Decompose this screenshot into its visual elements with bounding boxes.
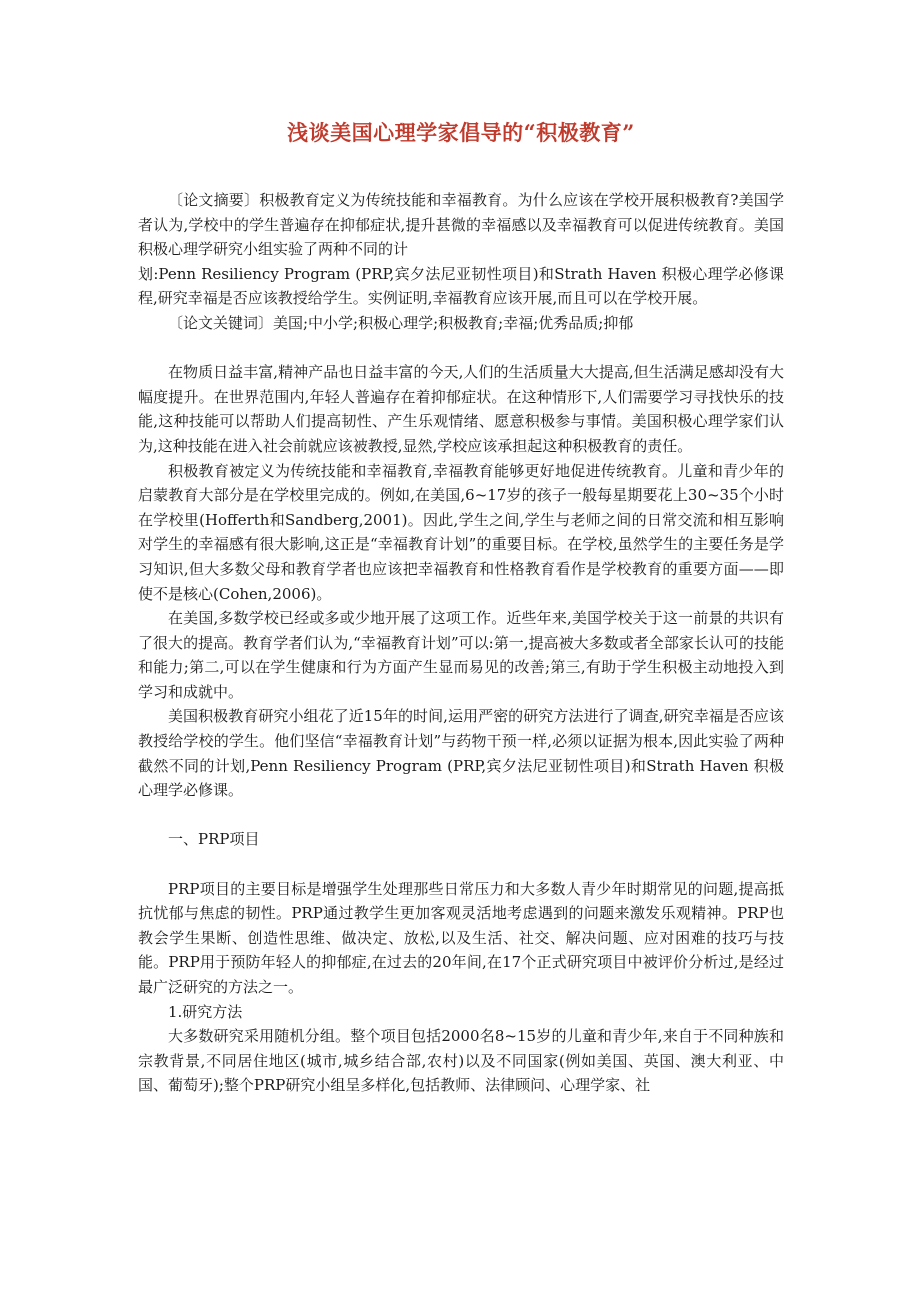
subsection-heading: 1.研究方法 [168,1002,243,1021]
document-title: 浅谈美国心理学家倡导的“积极教育” [287,120,635,145]
body-paragraph-3: 在美国,多数学校已经或多或少地开展了这项工作。近些年来,美国学校关于这一前景的共识有了很大的提高。教育学者们认为,“幸福教育计划”可以:第一,提高被大多数或者全部家长认可的技能和能力;第二,可以在学生健康和行为方面产生显而易见的改善;第三,有助于学生积极主动地投入到学习和成就中。 [138,609,784,701]
body-paragraph-1: 在物质日益丰富,精神产品也日益丰富的今天,人们的生活质量大大提高,但生活满足感却没有大幅度提升。在世界范围内,年轻人普遍存在着抑郁症状。在这种情形下,人们需要学习寻找快乐的技能,这种技能可以帮助人们提高韧性、产生乐观情绪、愿意积极参与事情。美国积极心理学家们认为,这种技能在进入社会前就应该被教授,显然,学校应该承担起这种积极教育的责任。 [138,363,784,455]
section-heading: 一、PRP项目 [168,830,260,849]
body-paragraph-5: PRP项目的主要目标是增强学生处理那些日常压力和大多数人青少年时期常见的问题,提高抵抗忧郁与焦虑的韧性。PRP通过教学生更加客观灵活地考虑遇到的问题来激发乐观精神。PRP也教会学生果断、创造性思维、做决定、放松,以及生活、社交、解决问题、应对困难的技巧与技能。PRP用于预防年轻人的抑郁症,在过去的20年间,在17个正式研究项目中被评价分析过,是经过最广泛研究的方法之一。 [138,879,784,996]
keywords-paragraph: 〔论文关键词〕美国;中小学;积极心理学;积极教育;幸福;优秀品质;抑郁 [168,313,634,332]
body-paragraph-6: 大多数研究采用随机分组。整个项目包括2000名8~15岁的儿童和青少年,来自于不同种族和宗教背景,不同居住地区(城市,城乡结合部,农村)以及不同国家(例如美国、英国、澳大利亚、中国、葡萄牙);整个PRP研究小组呈多样化,包括教师、法律顾问、心理学家、社 [138,1027,784,1095]
spacer [138,852,784,877]
body-paragraph-4: 美国积极教育研究小组花了近15年的时间,运用严密的研究方法进行了调查,研究幸福是否应该教授给学校的学生。他们坚信“幸福教育计划”与药物干预一样,必须以证据为根本,因此实验了两种截然不同的计划,Penn Resiliency Program (PRP,宾夕法尼亚韧性项目)和Strath Haven 积极心理学必修课。 [138,707,784,800]
body-paragraph-2: 积极教育被定义为传统技能和幸福教育,幸福教育能够更好地促进传统教育。儿童和青少年的启蒙教育大部分是在学校里完成的。例如,在美国,6~17岁的孩子一般每星期要花上30~35个小时在学校里(Hofferth和Sandberg,2001)。因此,学生之间,学生与老师之间的日常交流和相互影响对学生的幸福感有很大影响,这正是“幸福教育计划”的重要目标。在学校,虽然学生的主要任务是学习知识,但大多数父母和教育学者也应该把幸福教育和性格教育看作是学校教育的重要方面——即使不是核心(Cohen,2006)。 [138,461,784,603]
spacer [138,336,784,361]
abstract-paragraph: 〔论文摘要〕积极教育定义为传统技能和幸福教育。为什么应该在学校开展积极教育?美国学者认为,学校中的学生普遍存在抑郁症状,提升甚微的幸福感以及幸福教育可以促进传统教育。美国积极心理学研究小组实验了两种不同的计 [138,191,784,259]
spacer [138,803,784,828]
abstract-paragraph-continued: 划:Penn Resiliency Program (PRP,宾夕法尼亚韧性项目)和Strath Haven 积极心理学必修课程,研究幸福是否应该教授给学生。实例证明,幸福教育应该开展,而且可以在学校开展。 [138,264,784,308]
document-page [138,118,784,1098]
